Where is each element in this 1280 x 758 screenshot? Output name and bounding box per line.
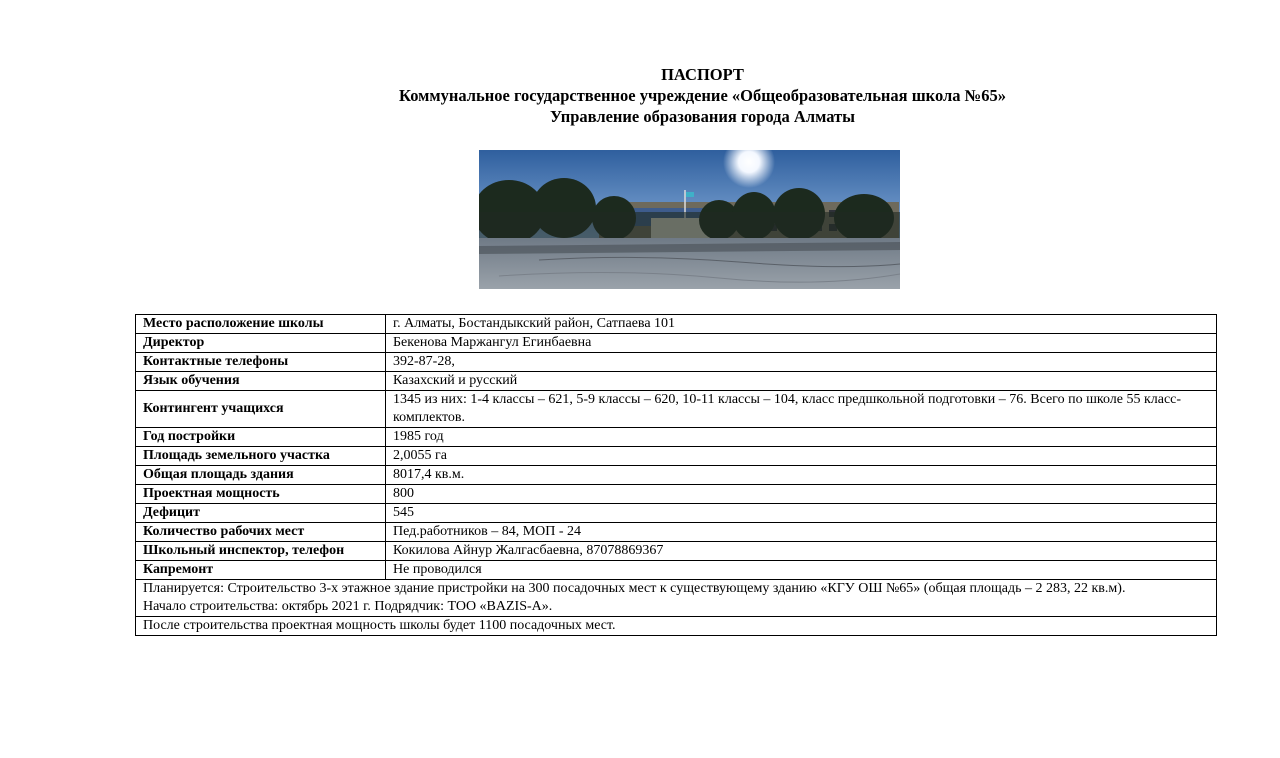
institution-name: Коммунальное государственное учреждение «Общеобразовательная школа №65» [399, 86, 1006, 105]
table-row [136, 372, 1217, 391]
table-row [136, 504, 1217, 523]
row-value: г. Алматы, Бостандыкский район, Сатпаева 101 [386, 315, 1217, 334]
planned-construction-cell [136, 580, 1217, 617]
table-row [136, 447, 1217, 466]
table-row [136, 315, 1217, 334]
after-construction-row [136, 617, 1217, 636]
construction-start-text: Начало строительства: октябрь 2021 г. Подрядчик: ТОО «BAZIS-A». [143, 599, 553, 614]
row-value: Кокилова Айнур Жалгасбаевна, 87078869367 [386, 542, 1217, 561]
row-label: Контингент учащихся [136, 391, 386, 428]
table-row [136, 353, 1217, 372]
row-label: Общая площадь здания [136, 466, 386, 485]
table-row [136, 428, 1217, 447]
table-row [136, 542, 1217, 561]
school-building-photo [479, 150, 900, 289]
row-label: Площадь земельного участка [136, 447, 386, 466]
row-label: Количество рабочих мест [136, 523, 386, 542]
planned-construction-row [136, 580, 1217, 617]
row-value: Пед.работников – 84, МОП - 24 [386, 523, 1217, 542]
row-value: 1985 год [386, 428, 1217, 447]
table-row [136, 561, 1217, 580]
table-row [136, 485, 1217, 504]
row-value: 800 [386, 485, 1217, 504]
row-label: Контактные телефоны [136, 353, 386, 372]
row-value: 545 [386, 504, 1217, 523]
table-row [136, 466, 1217, 485]
planned-construction-text: Планируется: Строительство 3-х этажное здание пристройки на 300 посадочных мест к существующему зданию «КГУ ОШ №65» (общая площадь – 2 283, 22 кв.м). [143, 581, 1126, 596]
row-label: Место расположение школы [136, 315, 386, 334]
row-value: 392-87-28, [386, 353, 1217, 372]
school-passport-table [135, 314, 1217, 636]
row-value: 1345 из них: 1-4 классы – 621, 5-9 классы – 620, 10-11 классы – 104, класс предшкольной подготовки – 76. Всего по школе 55 класс-комплектов. [386, 391, 1217, 428]
table-row [136, 391, 1217, 428]
table-row [136, 523, 1217, 542]
row-label: Язык обучения [136, 372, 386, 391]
row-value: Не проводился [386, 561, 1217, 580]
department-name: Управление образования города Алматы [549, 107, 856, 126]
row-label: Капремонт [136, 561, 386, 580]
table-row [136, 334, 1217, 353]
after-construction-text: После строительства проектная мощность школы будет 1100 посадочных мест. [136, 617, 1217, 636]
document-title: ПАСПОРТ [661, 65, 744, 84]
row-label: Проектная мощность [136, 485, 386, 504]
row-value: 8017,4 кв.м. [386, 466, 1217, 485]
row-label: Дефицит [136, 504, 386, 523]
row-value: Бекенова Маржангул Егинбаевна [386, 334, 1217, 353]
row-value: Казахский и русский [386, 372, 1217, 391]
row-label: Школьный инспектор, телефон [136, 542, 386, 561]
row-label: Директор [136, 334, 386, 353]
row-value: 2,0055 га [386, 447, 1217, 466]
document-header [0, 64, 1280, 127]
row-label: Год постройки [136, 428, 386, 447]
